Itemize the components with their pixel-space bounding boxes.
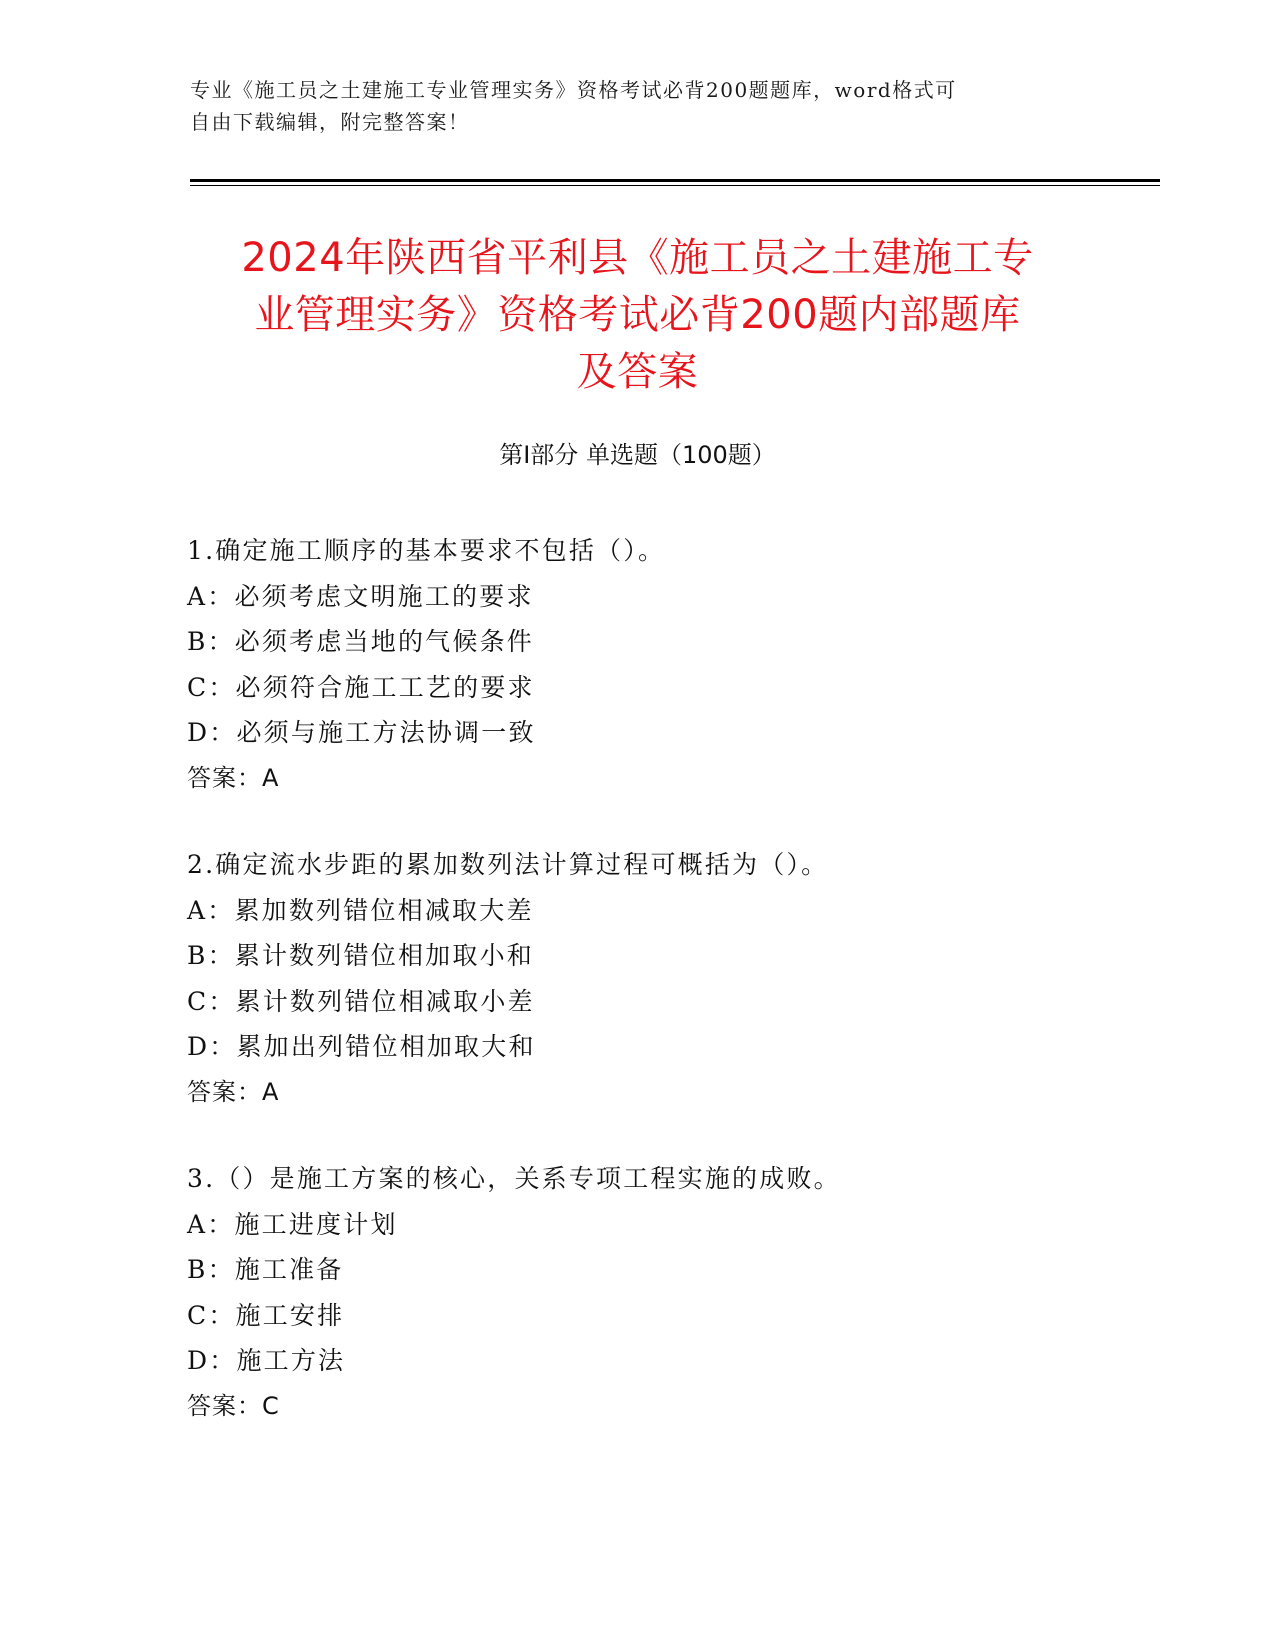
option-d: D：必须与施工方法协调一致 — [187, 718, 536, 747]
option-b: B：必须考虑当地的气候条件 — [187, 627, 534, 656]
header-divider-thin — [190, 185, 1160, 186]
option-c: C：累计数列错位相减取小差 — [187, 986, 535, 1016]
question-item — [187, 528, 1147, 801]
question-item — [187, 842, 1147, 1115]
document-title-line-2: 业管理实务》资格考试必背200题内部题库 — [254, 292, 1021, 338]
answer-label: 答案：C — [187, 1391, 280, 1420]
option-a: A：累加数列错位相减取大差 — [187, 895, 534, 925]
option-d: D：累加出列错位相加取大和 — [187, 1032, 536, 1061]
question-stem: 1.确定施工顺序的基本要求不包括（）。 — [187, 536, 666, 565]
answer-label: 答案：A — [187, 1077, 280, 1106]
document-title-line-3: 及答案 — [576, 349, 699, 395]
section-heading: 第Ⅰ部分 单选题（100题） — [499, 441, 776, 469]
document-title — [140, 230, 1135, 401]
answer-label: 答案：A — [187, 763, 280, 792]
header-note-line-1: 专业《施工员之土建施工专业管理实务》资格考试必背200题题库，word格式可 — [190, 78, 957, 102]
question-stem: 2.确定流水步距的累加数列法计算过程可概括为（）。 — [187, 850, 829, 879]
option-b: B：施工准备 — [187, 1255, 344, 1284]
option-a: A：必须考虑文明施工的要求 — [187, 581, 534, 611]
question-list — [187, 528, 1147, 1470]
document-title-line-1: 2024年陕西省平利县《施工员之土建施工专 — [241, 235, 1034, 281]
option-d: D：施工方法 — [187, 1346, 346, 1375]
header-divider-thick — [190, 179, 1160, 182]
option-b: B：累计数列错位相加取小和 — [187, 941, 534, 970]
option-a: A：施工进度计划 — [187, 1209, 398, 1239]
question-item — [187, 1156, 1147, 1429]
header-note — [190, 74, 1090, 138]
option-c: C：必须符合施工工艺的要求 — [187, 672, 535, 702]
header-note-line-2: 自由下载编辑，附完整答案！ — [190, 110, 470, 134]
question-stem: 3.（）是施工方案的核心，关系专项工程实施的成败。 — [187, 1164, 841, 1193]
option-c: C：施工安排 — [187, 1300, 345, 1330]
